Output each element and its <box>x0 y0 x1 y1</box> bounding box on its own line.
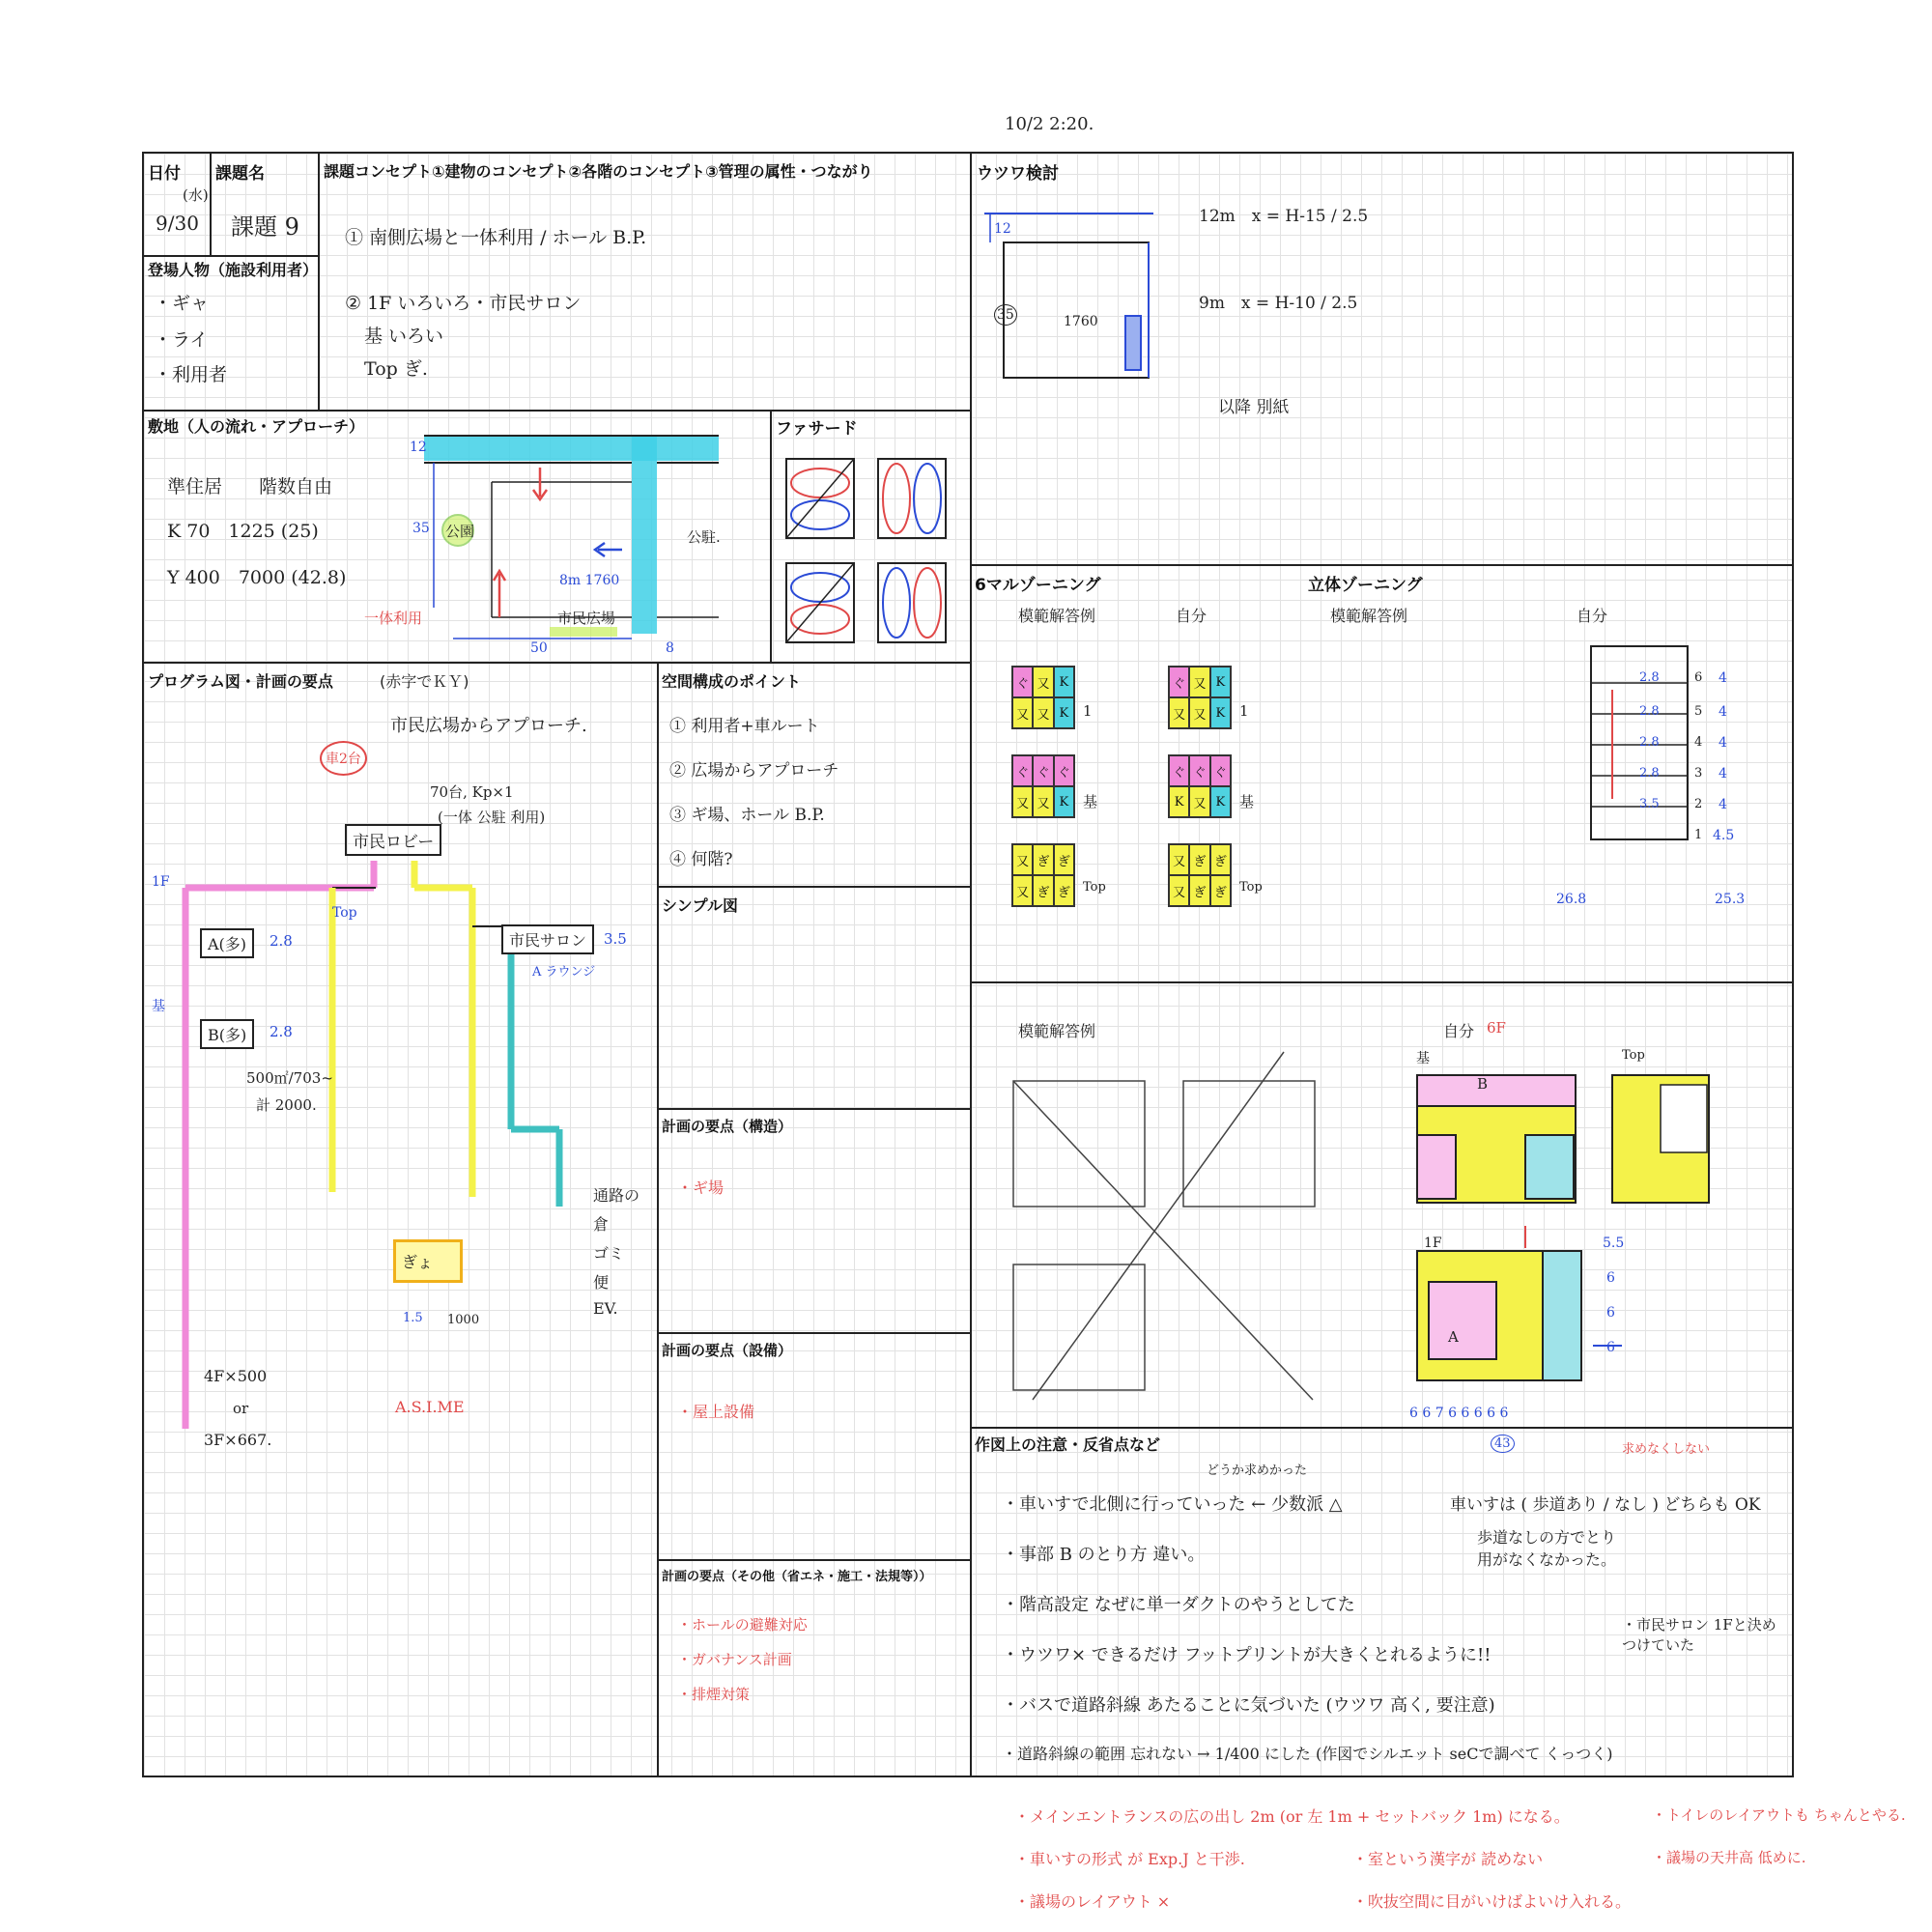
program-area: 500㎡/703~ <box>246 1069 333 1087</box>
plan-right-1: 5.5 <box>1603 1236 1625 1251</box>
people-3: ・利用者 <box>154 364 228 385</box>
zone-cell: K <box>1211 787 1230 816</box>
zone-cell: ぐ <box>1034 756 1052 785</box>
zone-cell: ぎ <box>1211 845 1230 874</box>
zone-own-label-1: 1 <box>1239 702 1249 720</box>
plan-right-2: 6 <box>1606 1270 1615 1286</box>
divider-h-notes <box>970 1427 1794 1429</box>
program-or: or <box>233 1400 249 1417</box>
date-mark: (水) <box>183 186 209 204</box>
zone-cell: ぐ <box>1013 668 1032 696</box>
model-answer-label-6: 模範解答例 <box>1018 607 1096 625</box>
concept-line-3: 基 いろい <box>364 326 444 347</box>
volume-dim-12: 12 <box>994 221 1011 237</box>
section-floor-5: 5 <box>1694 704 1703 719</box>
zone-cell: K <box>1055 668 1073 696</box>
zoning3d-header: 立体ゾーニング <box>1308 576 1423 595</box>
other-header: 計画の要点（その他（省エネ・施工・法規等）） <box>662 1570 932 1584</box>
space-point-4: ④ 何階? <box>669 850 733 869</box>
site-road-dim: 8m 1760 <box>559 573 620 588</box>
program-salon-height: 3.5 <box>604 930 627 948</box>
divider-h-top-left <box>144 410 970 412</box>
zone-cell: K <box>1055 698 1073 727</box>
divider-h-plans <box>970 981 1794 983</box>
bottom-note-3: ・議場のレイアウト × <box>1014 1892 1171 1911</box>
section-floor-6: 6 <box>1694 670 1703 685</box>
program-1F-label: 1F <box>152 874 170 890</box>
note-3: ・階高設定 なぜに単一ダクトのやうとしてた <box>1002 1595 1355 1615</box>
section-val-1: 2.8 <box>1639 670 1660 685</box>
program-area-total: 計 2000. <box>256 1096 317 1114</box>
space-point-1: ① 利用者+車ルート <box>669 717 820 736</box>
zone-cell: K <box>1055 787 1073 816</box>
note-4: ・ウツワ× できるだけ フットプリントが大きくとれるように!! <box>1002 1645 1492 1665</box>
zoning-own-base <box>1168 754 1232 818</box>
facade-header: ファサード <box>776 419 858 439</box>
concept-header: 課題コンセプト①建物のコンセプト②各階のコンセプト③管理の属性・つながり <box>324 162 873 181</box>
concept-line-1: ① 南側広場と一体利用 / ホール B.P. <box>345 227 647 248</box>
volume-header: ウツワ検討 <box>977 164 1059 184</box>
program-base-label: 基 <box>152 999 165 1014</box>
concept-line-4: Top ぎ. <box>364 358 428 380</box>
divider-h-zoning <box>970 564 1794 566</box>
plan-base-label: 基 <box>1416 1051 1430 1066</box>
program-floors-alt: 3F×667. <box>204 1431 272 1449</box>
site-dim-12: 12 <box>410 440 427 455</box>
notes-header: 作図上の注意・反省点など <box>975 1435 1161 1454</box>
bottom-note-1: ・メインエントランスの広の出し 2m (or 左 1m + セットバック 1m) になる。 <box>1014 1807 1570 1826</box>
divider-v-space <box>657 662 659 1777</box>
program-park-note-2: (一体 公駐 利用) <box>438 809 546 826</box>
date-header: 日付 <box>148 164 181 184</box>
timestamp-stamp: 10/2 2:20. <box>1005 114 1094 134</box>
zone-cell: 又 <box>1170 876 1188 905</box>
program-top-label: Top <box>332 905 357 921</box>
zone-cell: 又 <box>1013 845 1032 874</box>
zone-cell: ぐ <box>1170 756 1188 785</box>
task-header: 課題名 <box>215 164 265 184</box>
volume-dim-1760: 1760 <box>1064 314 1098 329</box>
plan-top-label: Top <box>1622 1048 1645 1063</box>
zone-cell: ぎ <box>1055 845 1073 874</box>
program-header: プログラム図・計画の要点 <box>148 672 333 691</box>
program-stage: ぎょ <box>393 1239 463 1283</box>
plan-room-b: B <box>1477 1075 1489 1093</box>
section-floor-1: 1 <box>1694 828 1703 842</box>
structure-note: ・ギ場 <box>677 1179 724 1197</box>
note-right-2: 歩道なしの方でとり 用がなくなかった。 <box>1477 1528 1617 1569</box>
program-core-5: EV. <box>593 1299 618 1318</box>
own-label-plans: 自分 <box>1443 1022 1475 1040</box>
section-floor-3: 3 <box>1694 766 1703 781</box>
section-val-4: 2.8 <box>1639 766 1660 781</box>
equipment-note: ・屋上設備 <box>677 1403 755 1421</box>
site-dim-8: 8 <box>666 640 674 656</box>
worksheet <box>142 152 1794 1777</box>
zone-cell: 又 <box>1170 845 1188 874</box>
site-y: Y 400 7000 (42.8) <box>167 567 347 588</box>
divider-v-facade <box>770 410 772 662</box>
note-right-3: ・市民サロン 1Fと決めつけていた <box>1622 1616 1776 1654</box>
zone-cell: ぎ <box>1190 845 1208 874</box>
people-header: 登場人物（施設利用者） <box>148 261 319 279</box>
zone-cell: 又 <box>1013 698 1032 727</box>
facade-sketches <box>777 440 960 657</box>
zoning6-header: 6マルゾーニング <box>975 576 1101 595</box>
program-lobby: 市民ロビー <box>345 824 441 856</box>
notes-side-label: 求めなくしない <box>1622 1442 1711 1457</box>
program-core-4: 便 <box>593 1273 610 1292</box>
space-point-3: ③ ギ場、ホール B.P. <box>669 806 825 825</box>
zone-label-1: 1 <box>1083 702 1093 720</box>
zone-cell: ぐ <box>1211 756 1230 785</box>
zone-own-label-base: 基 <box>1239 793 1255 810</box>
volume-formula-1: 12m x = H-15 / 2.5 <box>1199 207 1369 226</box>
site-zoning: 準住居 階数自由 <box>167 476 333 497</box>
plan-1F-label: 1F <box>1424 1236 1442 1251</box>
volume-dim-35: 35 <box>994 304 1017 326</box>
zone-cell: K <box>1170 787 1188 816</box>
zone-cell: ぎ <box>1190 876 1208 905</box>
note-right-1: 車いすは ( 歩道あり / なし ) どちらも OK <box>1450 1495 1761 1515</box>
section-floor-2: 2 <box>1694 797 1703 811</box>
bottom-note-2: ・車いすの形式 が Exp.J と干渉. <box>1014 1850 1245 1868</box>
section-right-4: 4 <box>1719 766 1727 781</box>
divider-v-task <box>318 154 320 410</box>
model-answer-label-3d: 模範解答例 <box>1330 607 1408 625</box>
own-plans <box>1409 1071 1719 1419</box>
plan-dims: 6 6 7 6 6 6 6 6 <box>1409 1406 1509 1421</box>
space-point-2: ② 広場からアプローチ <box>669 761 839 781</box>
own-label-3d: 自分 <box>1577 607 1608 625</box>
site-front-use: 一体利用 <box>364 610 423 627</box>
program-room-a: A(多) <box>200 928 254 958</box>
task-value: 課題 9 <box>231 213 299 241</box>
bottom-note-6: ・トイレのレイアウトも ちゃんとやる. <box>1652 1806 1906 1824</box>
section-val-5: 3.5 <box>1639 797 1660 811</box>
program-floors: 4F×500 <box>204 1367 268 1385</box>
program-tree <box>144 849 656 1274</box>
section-total-left: 26.8 <box>1556 892 1587 907</box>
note-6: ・道路斜線の範囲 忘れない → 1/400 にした (作図でシルエット seCで調べて くっつく) <box>1002 1745 1613 1763</box>
section-right-6: 4.5 <box>1713 828 1735 843</box>
zone-cell: K <box>1211 668 1230 696</box>
program-salon: 市民サロン <box>501 924 594 954</box>
note-5: ・バスで道路斜線 あたることに気づいた (ウツワ 高く, 要注意) <box>1002 1695 1495 1716</box>
plan-room-a: A <box>1448 1328 1459 1346</box>
equipment-header: 計画の要点（設備） <box>662 1342 793 1359</box>
zone-cell: ぐ <box>1013 756 1032 785</box>
zoning-model-top <box>1011 843 1075 907</box>
zone-cell: 又 <box>1190 668 1208 696</box>
program-room-b-height: 2.8 <box>270 1023 293 1040</box>
site-header: 敷地（人の流れ・アプローチ） <box>148 417 365 436</box>
other-note-1: ・ホールの避難対応 <box>677 1616 808 1634</box>
program-room-a-height: 2.8 <box>270 932 293 950</box>
zone-cell: ぎ <box>1034 845 1052 874</box>
program-stage-height: 1.5 <box>403 1311 423 1325</box>
zone-cell: 又 <box>1190 698 1208 727</box>
zone-cell: ぐ <box>1170 668 1188 696</box>
site-k: K 70 1225 (25) <box>167 521 319 542</box>
section-total-right: 25.3 <box>1715 892 1746 907</box>
zone-cell: 又 <box>1170 698 1188 727</box>
program-core-3: ゴミ <box>593 1244 625 1263</box>
divider-h-equipment <box>657 1332 970 1334</box>
zone-cell: ぐ <box>1055 756 1073 785</box>
zone-cell: ぐ <box>1190 756 1208 785</box>
section-right-5: 4 <box>1719 797 1727 812</box>
plan-right-4: 6 <box>1606 1340 1615 1355</box>
simple-header: シンプル図 <box>662 896 738 915</box>
note-1: ・車いすで北側に行っていった ← 少数派 △ <box>1002 1494 1343 1515</box>
concept-line-2: ② 1F いろいろ・市民サロン <box>345 293 582 314</box>
model-plans-crossed <box>994 1042 1322 1409</box>
people-2: ・ライ <box>154 329 209 351</box>
other-note-2: ・ガバナンス計画 <box>677 1651 792 1668</box>
zone-cell: ぎ <box>1034 876 1052 905</box>
site-parking: 公駐. <box>687 528 721 546</box>
program-approach: 市民広場からアプローチ. <box>390 716 587 736</box>
bottom-note-4: ・室という漢字が 読めない <box>1352 1850 1544 1868</box>
divider-vertical-main <box>970 154 972 1777</box>
date-value: 9/30 <box>156 212 199 235</box>
plan-43: 43 <box>1491 1435 1515 1453</box>
zone-label-top: Top <box>1083 880 1106 895</box>
other-note-3: ・排煙対策 <box>677 1686 751 1703</box>
site-dim-35: 35 <box>412 521 430 536</box>
space-header: 空間構成のポイント <box>662 672 802 691</box>
zoning-model-base <box>1011 754 1075 818</box>
section-right-2: 4 <box>1719 704 1727 720</box>
zoning-own-top <box>1168 843 1232 907</box>
program-note: (赤字でＫＹ) <box>380 672 469 691</box>
section-val-2: 2.8 <box>1639 704 1660 719</box>
model-answer-label-plans: 模範解答例 <box>1018 1022 1096 1040</box>
plan-6F-label: 6F <box>1487 1019 1506 1037</box>
own-label-6: 自分 <box>1176 607 1208 625</box>
program-core-2: 倉 <box>593 1215 610 1234</box>
zone-cell: 又 <box>1190 787 1208 816</box>
divider-h-simple <box>657 886 970 888</box>
zone-cell: 又 <box>1034 787 1052 816</box>
section-right-1: 4 <box>1719 670 1727 686</box>
zone-cell: ぎ <box>1211 876 1230 905</box>
notes-subheader: どうか求めかった <box>1207 1463 1308 1478</box>
section-val-3: 2.8 <box>1639 735 1660 750</box>
program-car: 車2台 <box>320 741 367 776</box>
program-stage-width: 1000 <box>447 1313 480 1327</box>
zone-cell: K <box>1211 698 1230 727</box>
divider-h-structure <box>657 1108 970 1110</box>
zone-cell: 又 <box>1013 876 1032 905</box>
divider-v-date <box>210 154 212 255</box>
program-salon-sub: A ラウンジ <box>532 965 596 980</box>
plan-right-3: 6 <box>1606 1305 1615 1321</box>
site-dim-50: 50 <box>530 640 548 656</box>
zone-cell: 又 <box>1034 668 1052 696</box>
note-2: ・事部 B のとり方 違い。 <box>1002 1545 1206 1565</box>
volume-formula-2: 9m x = H-10 / 2.5 <box>1199 294 1358 313</box>
program-park-note: 70台, Kp×1 <box>430 783 514 801</box>
divider-h-date <box>144 255 318 257</box>
divider-h-other <box>657 1559 970 1561</box>
zoning-own-1F <box>1168 666 1232 729</box>
volume-later: 以降 別紙 <box>1218 398 1290 417</box>
zone-own-label-top: Top <box>1239 880 1263 895</box>
zone-cell: ぎ <box>1055 876 1073 905</box>
site-park: 公園 <box>445 523 475 540</box>
section-floor-4: 4 <box>1694 735 1703 750</box>
zone-cell: 又 <box>1034 698 1052 727</box>
zoning-model-1F <box>1011 666 1075 729</box>
structure-header: 計画の要点（構造） <box>662 1118 793 1135</box>
zone-cell: 又 <box>1013 787 1032 816</box>
bottom-note-7: ・議場の天井高 低めに. <box>1652 1849 1806 1866</box>
divider-h-program <box>144 662 970 664</box>
program-core-1: 通路の <box>593 1186 640 1205</box>
zone-label-base: 基 <box>1083 793 1098 810</box>
program-asime: A.S.I.ME <box>395 1398 465 1416</box>
people-1: ・ギャ <box>154 293 210 314</box>
program-room-b: B(多) <box>200 1019 254 1049</box>
site-plaza: 市民広場 <box>557 610 616 627</box>
bottom-note-5: ・吹抜空間に目がいけばよいけ入れる。 <box>1352 1892 1632 1911</box>
section-right-3: 4 <box>1719 735 1727 751</box>
